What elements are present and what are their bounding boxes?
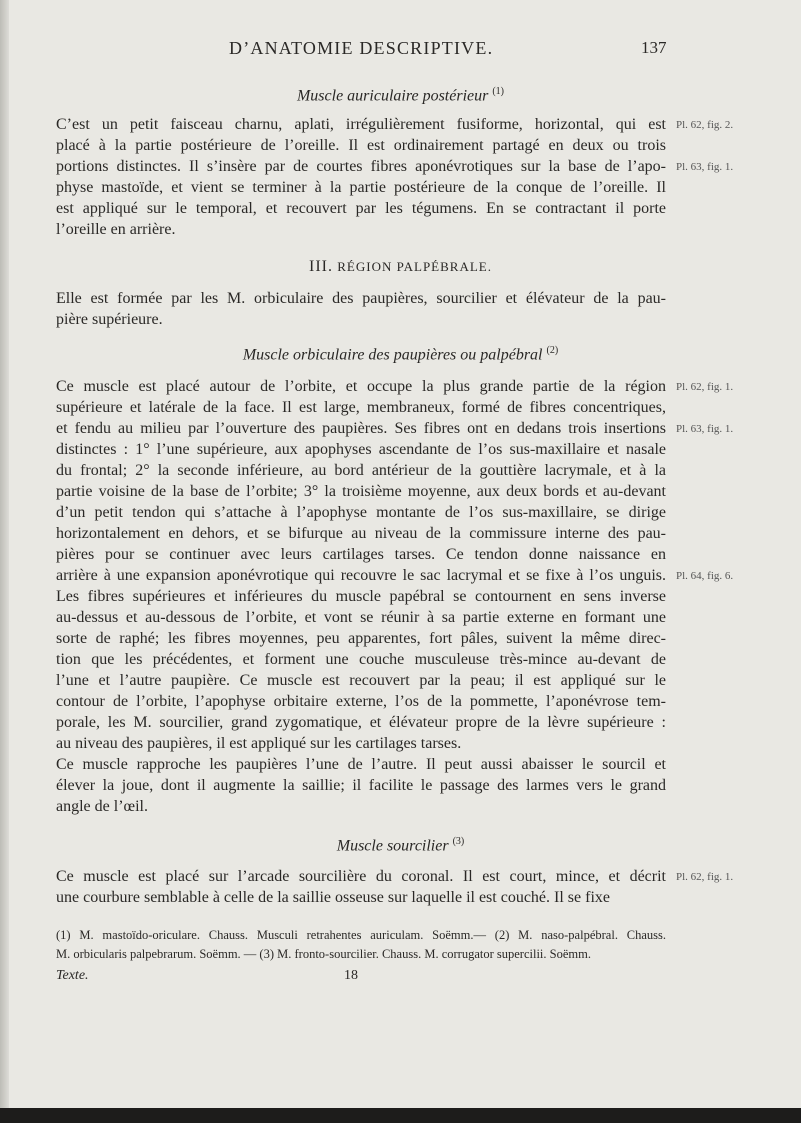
text-line: élever la joue, dont il augmente la saillie; il facilite le passage des larmes vers le grand [56, 777, 666, 794]
footnote-ref-3: (3) [452, 836, 465, 847]
margin-note-plate: Pl. 64, fig. 6. [676, 570, 734, 582]
text-line: Ce muscle est placé autour de l’orbite, et occupe la plus grande partie de la région [56, 378, 666, 395]
heading-auriculaire-posterieur: Muscle auriculaire postérieur $^{(1)}$ [296, 86, 505, 105]
page-header [0, 38, 801, 62]
page-number: 137 [641, 38, 667, 57]
heading-orbiculaire: Muscle orbiculaire des paupières ou palpébral $^{(2)}$ [242, 345, 559, 364]
text-line: pières pour se continuer avec leurs cartilages tarses. Ce tendon donne naissance en [56, 546, 666, 563]
footnote-line: (1) M. mastoïdo-oriculare. Chauss. Musculi retrahentes auriculam. Soëmm.— (2) M. naso-palpébral. Chauss. [56, 928, 666, 942]
margin-note-plate: Pl. 63, fig. 1. [676, 423, 734, 435]
text-line: partie voisine de la base de l’orbite; 3° la troisième moyenne, aux deux bords et au-devant [56, 483, 666, 500]
margin-note-plate: Pl. 62, fig. 1. [676, 381, 734, 393]
margin-note-plate: Pl. 62, fig. 2. [676, 119, 734, 131]
text-line: du frontal; 2° la seconde inférieure, au bord antérieur de la gouttière lacrymale, et à la [56, 462, 666, 479]
text-line: angle de l’œil. [56, 798, 148, 815]
text-line: l’oreille en arrière. [56, 221, 176, 238]
text-line: arrière à une expansion aponévrotique qui recouvre le sac lacrymal et se fixe à l’os unguis. [56, 567, 666, 584]
sheet-number: 18 [344, 968, 358, 983]
running-title: D’ANATOMIE DESCRIPTIVE. [229, 38, 494, 58]
text-line: Elle est formée par les M. orbiculaire des paupières, sourcilier et élévateur de la pau- [56, 290, 666, 307]
margin-note-plate: Pl. 63, fig. 1. [676, 161, 734, 173]
margin-note-plate: Pl. 62, fig. 1. [676, 871, 734, 883]
scan-edge [0, 1108, 801, 1123]
section-title: III. RÉGION PALPÉBRALE. [309, 258, 492, 275]
text-line: distinctes : 1° l’une supérieure, aux apophyses ascendante de l’os sus-maxillaire et nasale [56, 441, 666, 458]
heading-sourcilier: Muscle sourcilier $^{(3)}$ [336, 836, 465, 855]
text-line: porale, les M. sourcilier, grand zygomatique, et élévateur propre de la lèvre supérieure : [56, 714, 666, 731]
binding-edge [0, 0, 9, 1123]
text-line: placé à la partie postérieure de l’oreille. Il est ordinairement partagé en deux ou trois [56, 137, 666, 154]
text-line: sorte de raphé; les fibres moyennes, peu apparentes, fort pâles, suivent la même direc- [56, 630, 666, 647]
text-line: Ce muscle est placé sur l’arcade sourcilière du coronal. Il est court, mince, et décrit [56, 868, 666, 885]
text-line: supérieure et latérale de la face. Il est large, membraneux, formé de fibres concentriques, [56, 399, 666, 416]
text-line: contour de l’orbite, l’apophyse orbitaire externe, l’os de la pommette, l’aponévrose tem- [56, 693, 666, 710]
text-line: tion que les précédentes, et forment une couche musculeuse très-mince au-devant de [56, 651, 666, 668]
text-line: d’un petit tendon qui s’attache à l’apophyse montante de l’os sus-maxillaire, se dirige [56, 504, 666, 521]
signature-mark: Texte. [56, 968, 89, 983]
text-line: et fendu au milieu par l’ouverture des paupières. Ses fibres ont en dedans trois insertions [56, 420, 666, 437]
text-line: physe mastoïde, et vient se terminer à la partie postérieure de la conque de l’oreille. Il [56, 179, 666, 196]
text-line: une courbure semblable à celle de la saillie osseuse sur laquelle il est couché. Il se fixe [56, 889, 611, 906]
text-line: pière supérieure. [56, 311, 163, 328]
text-line: est appliqué sur le temporal, et recouvert par les tégumens. En se contractant il porte [56, 200, 666, 217]
text-line: Ce muscle rapproche les paupières l’une de l’autre. Il peut aussi abaisser le sourcil et [56, 756, 666, 773]
text-line: au-dessus et au-dessous de l’orbite, et vont se réunir à sa partie externe en formant une [56, 609, 666, 626]
page-footer [0, 968, 801, 988]
text-line: C’est un petit faisceau charnu, aplati, irrégulièrement fusiforme, horizontal, qui est [56, 116, 666, 133]
text-line: portions distinctes. Il s’insère par de courtes fibres aponévrotiques sur la base de l’apo- [56, 158, 666, 175]
text-line: au niveau des paupières, il est appliqué sur les cartilages tarses. [56, 735, 462, 752]
footnote-line: M. orbicularis palpebrarum. Soëmm. — (3) M. fronto-sourcilier. Chauss. M. corrugator supercilii. Soëmm. [56, 947, 591, 961]
text-line: horizontalement en dehors, et se bifurque au niveau de la commissure interne des pau- [56, 525, 666, 542]
text-line: Les fibres supérieures et inférieures du muscle papébral se contournent en sens inverse [56, 588, 666, 605]
footnote-ref-2: (2) [546, 345, 559, 356]
text-line: l’une et l’autre paupière. Ce muscle est recouvert par la peau; il est appliqué sur le [56, 672, 666, 689]
footnote-ref-1: (1) [492, 86, 505, 97]
